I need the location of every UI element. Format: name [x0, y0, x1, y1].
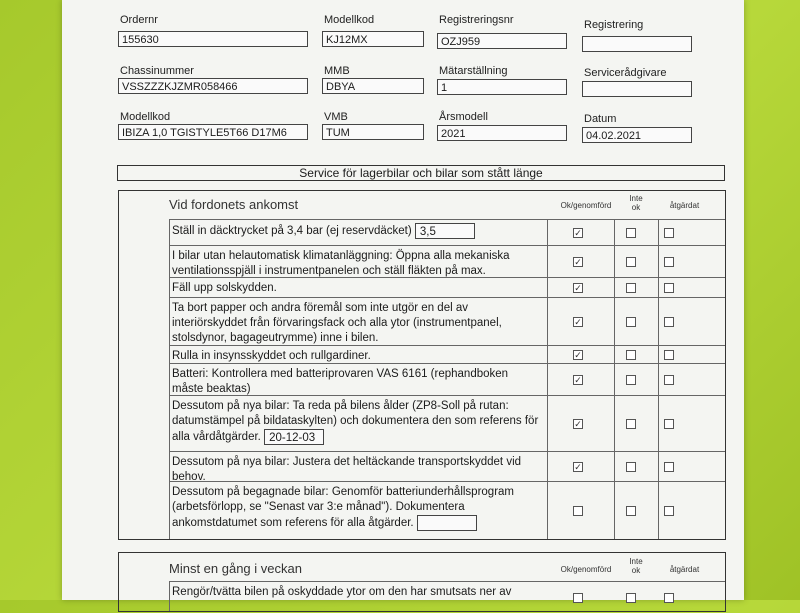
row-description: Batteri: Kontrollera med batteriprovaren VAS 6161 (rephandboken måste beaktas) — [172, 368, 509, 395]
checklist-row — [169, 395, 725, 451]
fixed-checkbox[interactable] — [664, 283, 674, 293]
label-registreringsnr: Registreringsnr — [439, 14, 514, 26]
ok-checkbox[interactable] — [573, 462, 583, 472]
ok-checkbox[interactable] — [573, 228, 583, 238]
checklist-row-text — [172, 485, 542, 531]
row-input-field[interactable]: 20-12-03 — [264, 429, 324, 445]
col-atgardat-header: åtgärdat — [669, 201, 700, 210]
field-registrering[interactable] — [582, 36, 692, 52]
not-ok-checkbox[interactable] — [626, 283, 636, 293]
checklist-row-text — [172, 223, 542, 239]
row-description: Dessutom på begagnade bilar: Genomför batteriunderhållsprogram (arbetsförlopp, se "Senast var 3:e månad"). Dokumentera ankomstdatumet som referens för alla åtgärder. — [172, 486, 515, 530]
fixed-checkbox[interactable] — [664, 228, 674, 238]
not-ok-checkbox[interactable] — [626, 350, 636, 360]
field-arsmodell[interactable]: 2021 — [437, 125, 567, 141]
label-servicerad: Servicerådgivare — [584, 67, 667, 79]
row-description: Rulla in insynsskyddet och rullgardiner. — [172, 350, 371, 362]
col-inte-ok-header: Inte ok — [629, 557, 643, 575]
ok-checkbox[interactable] — [573, 350, 583, 360]
row-description: I bilar utan helautomatisk klimatanläggning: Öppna alla mekaniska ventilationsspjäll i instrumentpanelen och ställ fläkten på max. — [172, 250, 510, 277]
ok-checkbox[interactable] — [573, 283, 583, 293]
ok-checkbox[interactable] — [573, 593, 583, 603]
checklist-row — [169, 297, 725, 345]
section-arrival-title: Vid fordonets ankomst — [169, 197, 299, 212]
row-description: Dessutom på nya bilar: Ta reda på bilens ålder (ZP8-Soll på rutan: datumstämpel på bildataskylten) och dokumentera den som referens för alla vårdåtgärder. — [172, 400, 539, 444]
checklist-row — [169, 451, 725, 481]
field-modellkod[interactable]: IBIZA 1,0 TGISTYLE5T66 D17M6 — [118, 124, 308, 140]
checklist-row — [169, 219, 725, 245]
fixed-checkbox[interactable] — [664, 257, 674, 267]
not-ok-checkbox[interactable] — [626, 317, 636, 327]
not-ok-checkbox[interactable] — [626, 257, 636, 267]
fixed-checkbox[interactable] — [664, 317, 674, 327]
label-arsmodell: Årsmodell — [439, 111, 488, 123]
checklist-row-text — [172, 281, 542, 296]
fixed-checkbox[interactable] — [664, 506, 674, 516]
label-mmb: MMB — [324, 65, 350, 77]
label-registrering: Registrering — [584, 19, 644, 31]
checklist-row — [169, 481, 725, 539]
checklist-row — [169, 581, 725, 613]
checkmark-icon: ✓ — [574, 283, 582, 293]
field-vmb[interactable]: TUM — [322, 124, 424, 140]
ok-checkbox[interactable] — [573, 506, 583, 516]
checklist-row-text — [172, 301, 542, 346]
checklist-row-text — [172, 367, 542, 397]
label-modellkod: Modellkod — [120, 111, 171, 123]
document-page — [62, 0, 744, 600]
checklist-row — [169, 245, 725, 277]
row-description: Ta bort papper och andra föremål som inte utgör en del av interiörskyddet från förvaringsfack och alla ytor (instrumentpanel, stolsdynor, bagageutrymme) inne i bilen. — [172, 302, 502, 344]
fixed-checkbox[interactable] — [664, 593, 674, 603]
fixed-checkbox[interactable] — [664, 350, 674, 360]
col-ok-header: Ok/genomförd — [560, 201, 612, 210]
col-atgardat-header: åtgärdat — [669, 565, 700, 574]
fixed-checkbox[interactable] — [664, 462, 674, 472]
field-servicerad[interactable] — [582, 81, 692, 97]
row-input-field[interactable]: 3,5 — [415, 223, 475, 239]
not-ok-checkbox[interactable] — [626, 593, 636, 603]
section-arrival — [118, 190, 726, 540]
ok-checkbox[interactable] — [573, 419, 583, 429]
checkmark-icon: ✓ — [574, 375, 582, 385]
section-weekly-header — [119, 553, 725, 581]
not-ok-checkbox[interactable] — [626, 462, 636, 472]
section-weekly — [118, 552, 726, 612]
fixed-checkbox[interactable] — [664, 419, 674, 429]
row-input-field[interactable] — [417, 515, 477, 531]
not-ok-checkbox[interactable] — [626, 228, 636, 238]
checkmark-icon: ✓ — [574, 419, 582, 429]
checkmark-icon: ✓ — [574, 317, 582, 327]
checklist-row-text — [172, 349, 542, 364]
row-description: Fäll upp solskydden. — [172, 282, 277, 294]
field-modellkod-top[interactable]: KJ12MX — [322, 31, 424, 47]
col-ok-header: Ok/genomförd — [560, 565, 612, 574]
fixed-checkbox[interactable] — [664, 375, 674, 385]
checkmark-icon: ✓ — [574, 462, 582, 472]
section-weekly-title: Minst en gång i veckan — [169, 561, 302, 576]
checkmark-icon: ✓ — [574, 228, 582, 238]
row-description: Dessutom på nya bilar: Justera det heltäckande transportskyddet vid behov. — [172, 456, 522, 483]
checklist-row-text — [172, 399, 542, 445]
not-ok-checkbox[interactable] — [626, 506, 636, 516]
checklist-row — [169, 277, 725, 297]
checklist-row — [169, 363, 725, 395]
not-ok-checkbox[interactable] — [626, 419, 636, 429]
row-description: Rengör/tvätta bilen på oskyddade ytor om den har smutsats ner av — [172, 586, 512, 598]
label-ordernr: Ordernr — [120, 14, 158, 26]
col-inte-ok-header: Inte ok — [629, 194, 643, 212]
ok-checkbox[interactable] — [573, 317, 583, 327]
field-matarstallning[interactable]: 1 — [437, 79, 567, 95]
field-registreringsnr[interactable]: OZJ959 — [437, 33, 567, 49]
field-mmb[interactable]: DBYA — [322, 78, 424, 94]
not-ok-checkbox[interactable] — [626, 375, 636, 385]
field-ordernr[interactable]: 155630 — [118, 31, 308, 47]
ok-checkbox[interactable] — [573, 375, 583, 385]
label-vmb: VMB — [324, 111, 348, 123]
checklist-row-text — [172, 249, 542, 279]
checklist-row-text — [172, 585, 542, 600]
checkmark-icon: ✓ — [574, 350, 582, 360]
field-chassinummer[interactable]: VSSZZZKJZMR058466 — [118, 78, 308, 94]
section-banner: Service för lagerbilar och bilar som stått länge — [117, 165, 725, 181]
label-matarstallning: Mätarställning — [439, 65, 508, 77]
label-modellkod-top: Modellkod — [324, 14, 375, 26]
row-description: Ställ in däcktrycket på 3,4 bar (ej reservdäcket) — [172, 225, 412, 238]
ok-checkbox[interactable] — [573, 257, 583, 267]
checkmark-icon: ✓ — [574, 257, 582, 267]
label-datum: Datum — [584, 113, 617, 125]
field-datum[interactable]: 04.02.2021 — [582, 127, 692, 143]
label-chassinummer: Chassinummer — [120, 65, 194, 77]
section-arrival-header — [119, 191, 725, 219]
checklist-row — [169, 345, 725, 363]
